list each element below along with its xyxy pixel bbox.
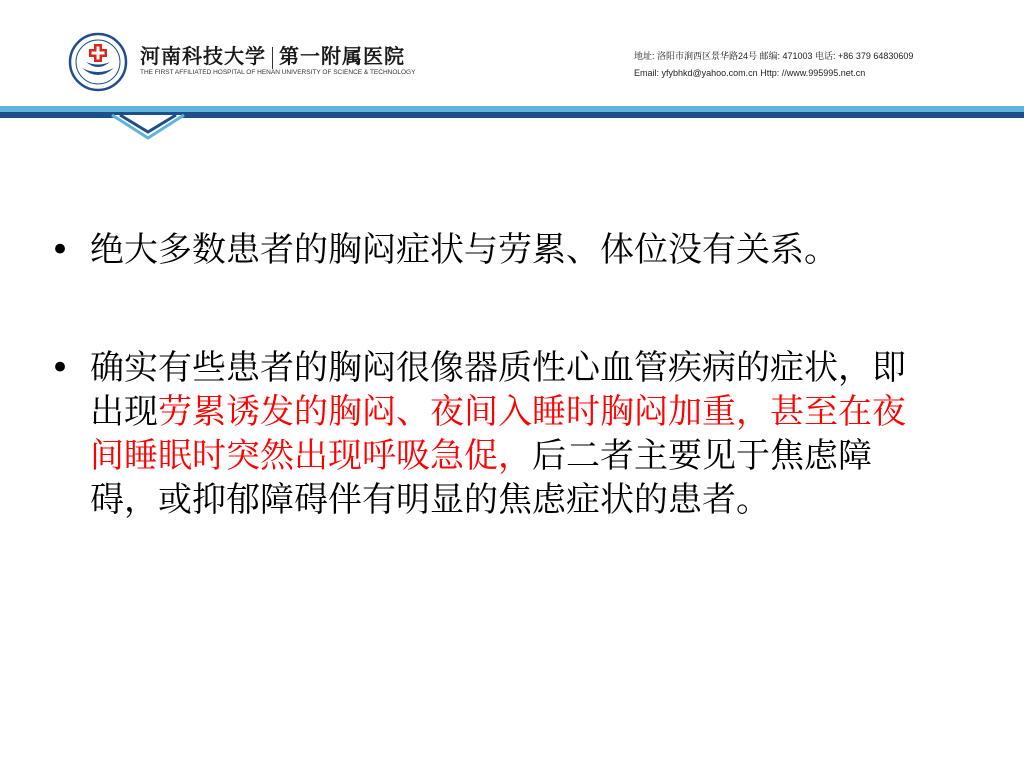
hospital-name: 第一附属医院 (279, 44, 405, 68)
hospital-name-en: THE FIRST AFFILIATED HOSPITAL OF HENAN UNIVERSITY OF SCIENCE & TECHNOLOGY (140, 69, 416, 76)
contact-web-line: Email: yfybhkd@yahoo.com.cn Http: //www.995995.net.cn (634, 68, 866, 78)
contact-address-line: 地址: 洛阳市涧西区景华路24号 邮编: 471003 电话: +86 379 64830609 (634, 51, 914, 61)
bullet-item-2 (48, 346, 928, 522)
name-divider (272, 47, 273, 69)
bullet-highlight-text: 劳累诱发的胸闷、夜间入睡时胸闷加重，甚至在夜间睡眠时突然出现呼吸急促， (90, 392, 906, 476)
bullet-text: 确实有些患者的胸闷很像器质性心血管疾病的症状，即出现 (90, 348, 906, 432)
hospital-logo-icon (68, 32, 128, 92)
header-band (0, 98, 1024, 140)
slide-header (0, 0, 1024, 140)
bullet-text: 后二者主要见于焦虑障碍，或抑郁障碍伴有明显的焦虑症状的患者。 (90, 436, 872, 520)
hospital-name-cn (140, 40, 405, 69)
school-name: 河南科技大学 (140, 44, 266, 68)
bullet-item-1 (48, 228, 928, 272)
contact-info (634, 48, 913, 82)
slide-body (48, 228, 928, 596)
bullet-text: 绝大多数患者的胸闷症状与劳累、体位没有关系。 (90, 230, 838, 270)
